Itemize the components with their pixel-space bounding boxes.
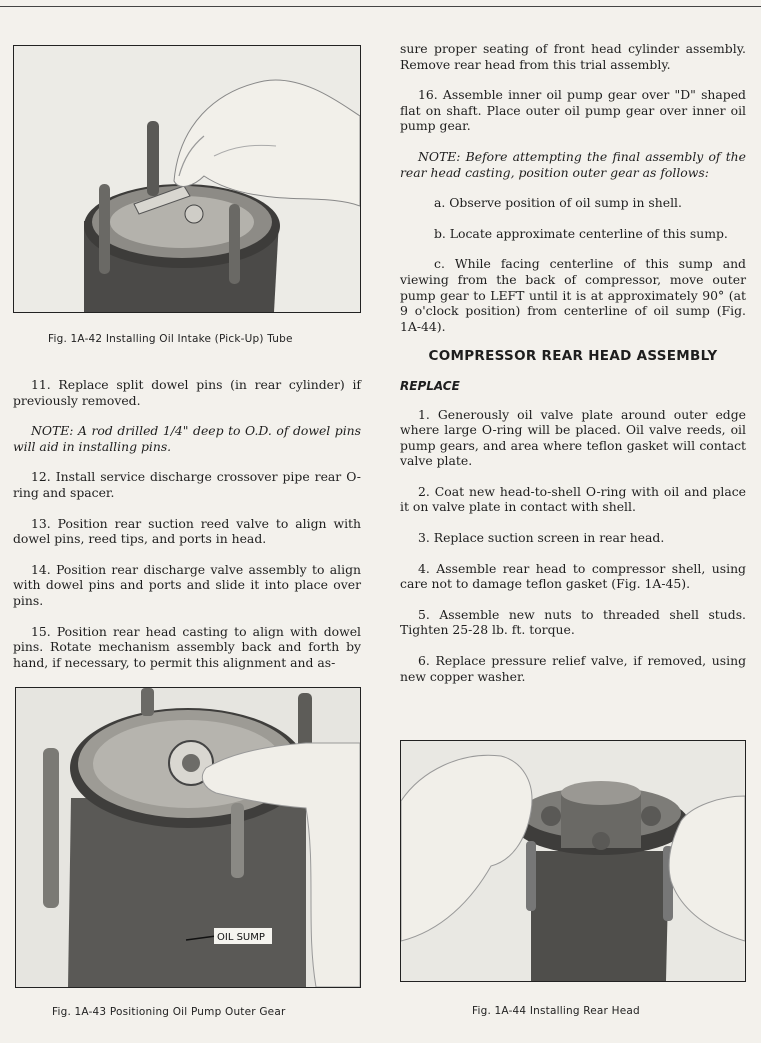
figure-1a-42-caption: Fig. 1A-42 Installing Oil Intake (Pick-Up) Tube xyxy=(48,333,293,345)
left-column xyxy=(13,377,361,685)
replace-step-1: 1. Generously oil valve plate around outer edge where large O-ring will be placed. Oil valve reeds, oil pump gears, and area where teflon gasket will contact valve plate. xyxy=(400,406,746,469)
replace-step-5: 5. Assemble new nuts to threaded shell studs. Tighten 25-28 lb. ft. torque. xyxy=(400,606,746,638)
step-12: 12. Install service discharge crossover pipe rear O-ring and spacer. xyxy=(13,469,361,500)
figure-1a-44-photo xyxy=(400,740,746,982)
figure-1a-43-caption: Fig. 1A-43 Positioning Oil Pump Outer Gear xyxy=(52,1006,286,1018)
section-heading: COMPRESSOR REAR HEAD ASSEMBLY xyxy=(428,348,718,365)
step-11: 11. Replace split dowel pins (in rear cylinder) if previously removed. xyxy=(13,377,361,408)
note-dowel-rod: NOTE: A rod drilled 1/4" deep to O.D. of dowel pins will aid in installing pins. xyxy=(13,423,361,454)
step-16b: b. Locate approximate centerline of this sump. xyxy=(434,225,728,241)
top-rule xyxy=(0,6,761,7)
replace-step-6: 6. Replace pressure relief valve, if removed, using new copper washer. xyxy=(400,653,746,684)
step-16c: c. While facing centerline of this sump and viewing from the back of compressor, move outer pump gear to LEFT until it is at approximately 90° (at 9 o'clock position) from centerline of oil sump (Fig. 1A-44). xyxy=(400,256,746,334)
step-16: 16. Assemble inner oil pump gear over "D" shaped flat on shaft. Place outer oil pump gear over inner oil pump gear. xyxy=(400,87,746,134)
section-subheading: REPLACE xyxy=(400,378,460,393)
step-15-continued: sure proper seating of front head cylinder assembly. Remove rear head from this trial assembly. xyxy=(400,41,746,72)
step-16a: a. Observe position of oil sump in shell. xyxy=(434,195,682,211)
step-14: 14. Position rear discharge valve assembly to align with dowel pins and ports and slide it into place over pins. xyxy=(13,561,361,608)
oil-sump-label: OIL SUMP xyxy=(217,932,265,943)
figure-1a-44-caption: Fig. 1A-44 Installing Rear Head xyxy=(472,1005,640,1017)
right-column xyxy=(400,41,746,699)
replace-step-2: 2. Coat new head-to-shell O-ring with oil and place it on valve plate in contact with shell. xyxy=(400,483,746,515)
replace-step-4: 4. Assemble rear head to compressor shell, using care not to damage teflon gasket (Fig. 1A-45). xyxy=(400,560,746,592)
step-13: 13. Position rear suction reed valve to align with dowel pins, reed tips, and ports in head. xyxy=(13,515,361,547)
replace-step-3: 3. Replace suction screen in rear head. xyxy=(418,530,665,546)
note-outer-gear: NOTE: Before attempting the final assembly of the rear head casting, position outer gear as follows: xyxy=(400,148,746,180)
figure-1a-42-photo xyxy=(13,45,361,313)
figure-1a-43-photo xyxy=(15,687,361,988)
step-15: 15. Position rear head casting to align with dowel pins. Rotate mechanism assembly back and forth by hand, if necessary, to permit this alignment and as- xyxy=(13,623,361,670)
